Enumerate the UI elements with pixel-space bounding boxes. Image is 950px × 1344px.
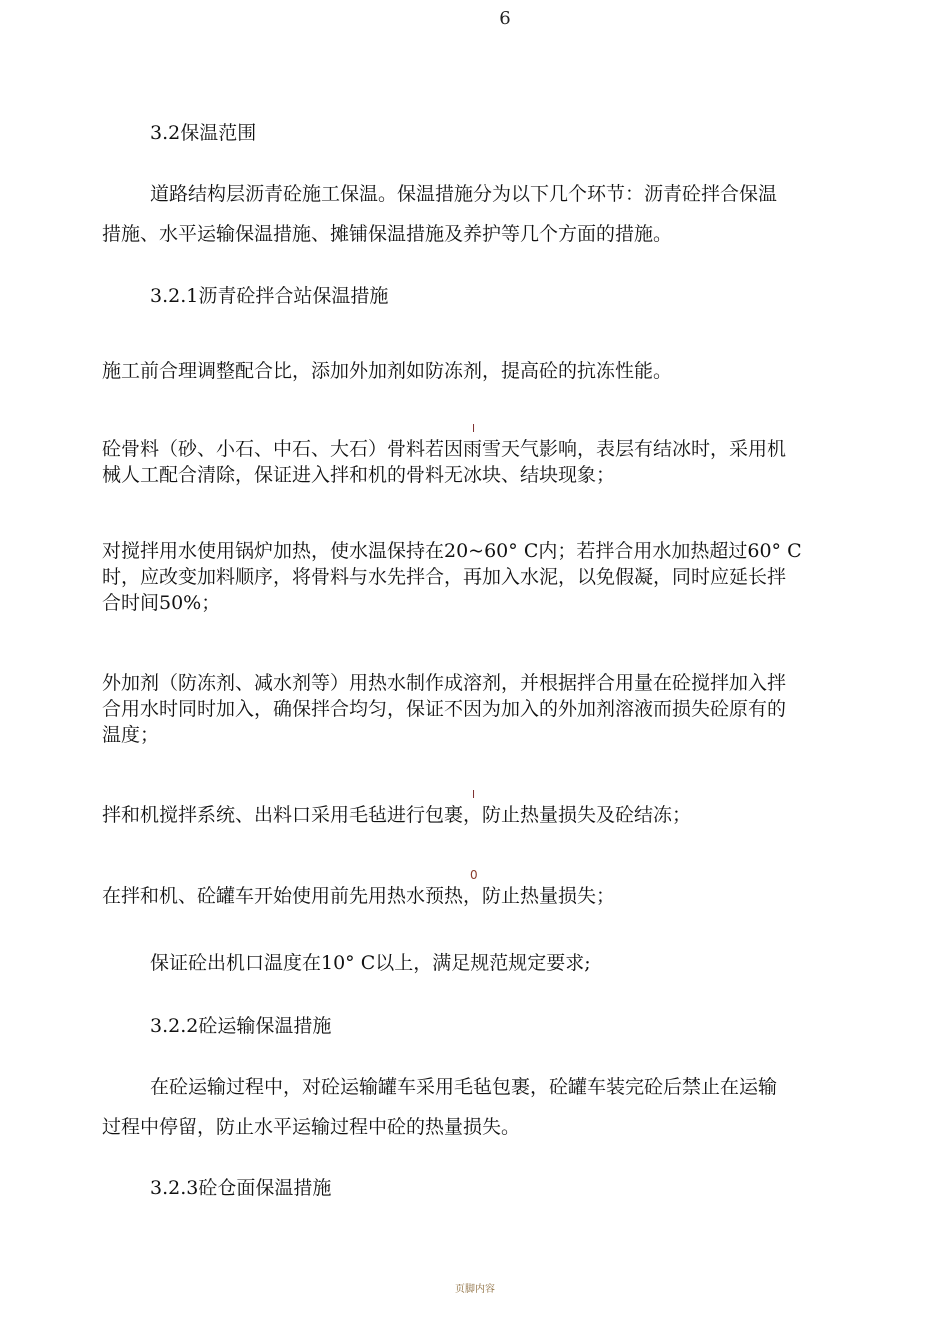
paragraph-3-line-3: 合时间50%； xyxy=(102,592,221,614)
paragraph-3-line-2: 时，应改变加料顺序，将骨料与水先拌合，再加入水泥，以免假凝，同时应延长拌 xyxy=(102,566,787,588)
paragraph-7: 保证砼出机口温度在10° C以上，满足规范规定要求; xyxy=(150,952,591,974)
paragraph-8-line-2: 过程中停留，防止水平运输过程中砼的热量损失。 xyxy=(102,1116,521,1138)
intro-paragraph-line-1: 道路结构层沥青砼施工保温。保温措施分为以下几个环节：沥青砼拌合保温 xyxy=(150,183,778,205)
margin-mark-3: 0 xyxy=(470,868,478,882)
paragraph-2-line-2: 械人工配合清除，保证进入拌和机的骨料无冰块、结块现象； xyxy=(102,464,616,486)
paragraph-3-line-1: 对搅拌用水使用锅炉加热，使水温保持在20~60° C内；若拌合用水加热超过60° C xyxy=(102,540,802,562)
margin-mark-1: l xyxy=(472,422,476,435)
paragraph-4-line-3: 温度； xyxy=(102,724,160,746)
section-title-3-2: 3.2保温范围 xyxy=(150,122,257,144)
section-title-3-2-2: 3.2.2砼运输保温措施 xyxy=(150,1015,332,1037)
section-title-3-2-1: 3.2.1沥青砼拌合站保温措施 xyxy=(150,285,389,307)
paragraph-4-line-1: 外加剂（防冻剂、减水剂等）用热水制作成溶剂，并根据拌合用量在砼搅拌加入拌 xyxy=(102,672,787,694)
page-footer: 页脚内容 xyxy=(455,1284,495,1295)
section-title-3-2-3: 3.2.3砼仓面保温措施 xyxy=(150,1177,332,1199)
paragraph-4-line-2: 合用水时同时加入，确保拌合均匀，保证不因为加入的外加剂溶液而损失砼原有的 xyxy=(102,698,787,720)
paragraph-2-line-1: 砼骨料（砂、小石、中石、大石）骨料若因雨雪天气影响，表层有结冰时，采用机 xyxy=(102,438,787,460)
paragraph-1: 施工前合理调整配合比，添加外加剂如防冻剂，提高砼的抗冻性能。 xyxy=(102,360,673,382)
paragraph-6: 在拌和机、砼罐车开始使用前先用热水预热，防止热量损失； xyxy=(102,885,616,907)
page-number: 6 xyxy=(499,8,511,29)
intro-paragraph-line-2: 措施、水平运输保温措施、摊铺保温措施及养护等几个方面的措施。 xyxy=(102,223,673,245)
paragraph-8-line-1: 在砼运输过程中，对砼运输罐车采用毛毡包裹，砼罐车装完砼后禁止在运输 xyxy=(150,1076,778,1098)
paragraph-5: 拌和机搅拌系统、出料口采用毛毡进行包裹，防止热量损失及砼结冻； xyxy=(102,804,692,826)
margin-mark-2: l xyxy=(472,788,476,801)
